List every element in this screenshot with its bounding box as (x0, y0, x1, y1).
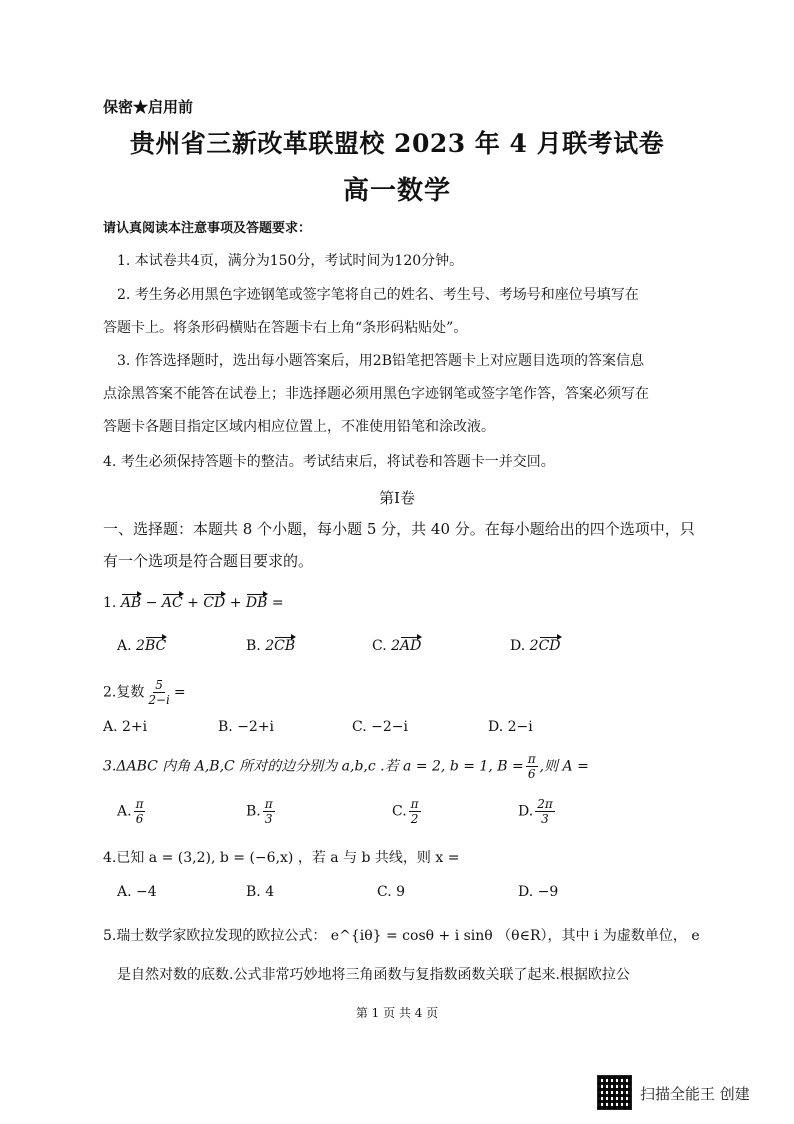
confidential-label: 保密★启用前 (103, 98, 194, 116)
exam-subject: 高一数学 (342, 176, 451, 206)
section-intro: 有一个选项是符合题目要求的。 (103, 552, 314, 570)
q1-option-c: C. 2AD (372, 638, 422, 654)
q2-option-a: A. 2+i (103, 719, 148, 735)
q1-option-b: B. 2CB (246, 638, 296, 654)
notice-item: 点涂黑答案不能答在试卷上；非选择题必须用黑色字迹钢笔或签字笔作答，答案必须写在 (103, 386, 649, 402)
q3-option-d: D. $\frac{2\pi}{3}$ (518, 797, 553, 826)
page-number: 第 1 页 共 4 页 (355, 1006, 439, 1020)
notice-item: 答题卡各题目指定区域内相应位置上，不准使用铅笔和涂改液。 (103, 419, 495, 435)
q1-suffix: = (271, 595, 284, 611)
q2-option-d: D. 2−i (488, 719, 533, 735)
q4-option-c: C. 9 (377, 884, 406, 900)
question-2: 2.复数 $\frac{5}{2-i}$ = (103, 678, 186, 707)
question-5-line-2: 是自然对数的底数.公式非常巧妙地将三角函数与复指数函数关联了起来.根据欧拉公 (117, 967, 630, 983)
notice-item: 答题卡上。将条形码横贴在答题卡右上角“条形码粘贴处”。 (103, 320, 468, 336)
q3-option-b: B. $\frac{\pi}{3}$ (246, 797, 273, 826)
q1-option-a: A. 2BC (117, 638, 167, 654)
q3-option-c: C. $\frac{\pi}{2}$ (392, 797, 419, 826)
q4-option-b: B. 4 (246, 884, 275, 900)
question-1 (103, 595, 284, 611)
question-5-line-1: 5.瑞士数学家欧拉发现的欧拉公式： e^{iθ} = cosθ + i sinθ （θ∈R），其中 i 为虚数单位， e (103, 928, 700, 944)
q1-expression: AB − AC + CD + DB (120, 595, 268, 611)
section-intro: 一、选择题：本题共 8 个小题，每小题 5 分，共 40 分。在每小题给出的四个选项中，只 (103, 520, 695, 538)
notice-heading: 请认真阅读本注意事项及答题要求： (103, 221, 312, 236)
notice-item: 2. 考生务必用黑色字迹钢笔或签字笔将自己的姓名、考生号、考场号和座位号填写在 (117, 287, 639, 303)
exam-title: 贵州省三新改革联盟校 2023 年 4 月联考试卷 (129, 129, 665, 158)
scanner-watermark: 扫描全能王 创建 (640, 1085, 750, 1103)
notice-item: 4. 考生必须保持答题卡的整洁。考试结束后，将试卷和答题卡一并交回。 (103, 454, 555, 470)
q2-option-c: C. −2−i (352, 719, 408, 735)
question-4: 4.已知 a = (3,2), b = (−6,x) ，若 a 与 b 共线，则 x = (103, 850, 460, 866)
q4-option-d: D. −9 (518, 884, 559, 900)
q2-option-b: B. −2+i (218, 719, 275, 735)
q3-option-a: A. $\frac{\pi}{6}$ (117, 797, 144, 826)
qr-code-icon (597, 1075, 632, 1110)
question-3: 3.ΔABC 内角 A,B,C 所对的边分别为 a,b,c .若 a = 2, b = 1, B = $\frac{\pi}{6}$ ,则 A = (103, 752, 589, 781)
notice-item: 1. 本试卷共4页，满分为150分，考试时间为120分钟。 (117, 253, 464, 269)
q1-prefix: 1. (103, 595, 117, 611)
q4-option-a: A. −4 (117, 884, 157, 900)
q1-option-d: D. 2CD (510, 638, 561, 654)
section-title: 第I卷 (379, 489, 415, 507)
notice-item: 3. 作答选择题时，选出每小题答案后，用2B铅笔把答题卡上对应题目选项的答案信息 (117, 353, 645, 369)
